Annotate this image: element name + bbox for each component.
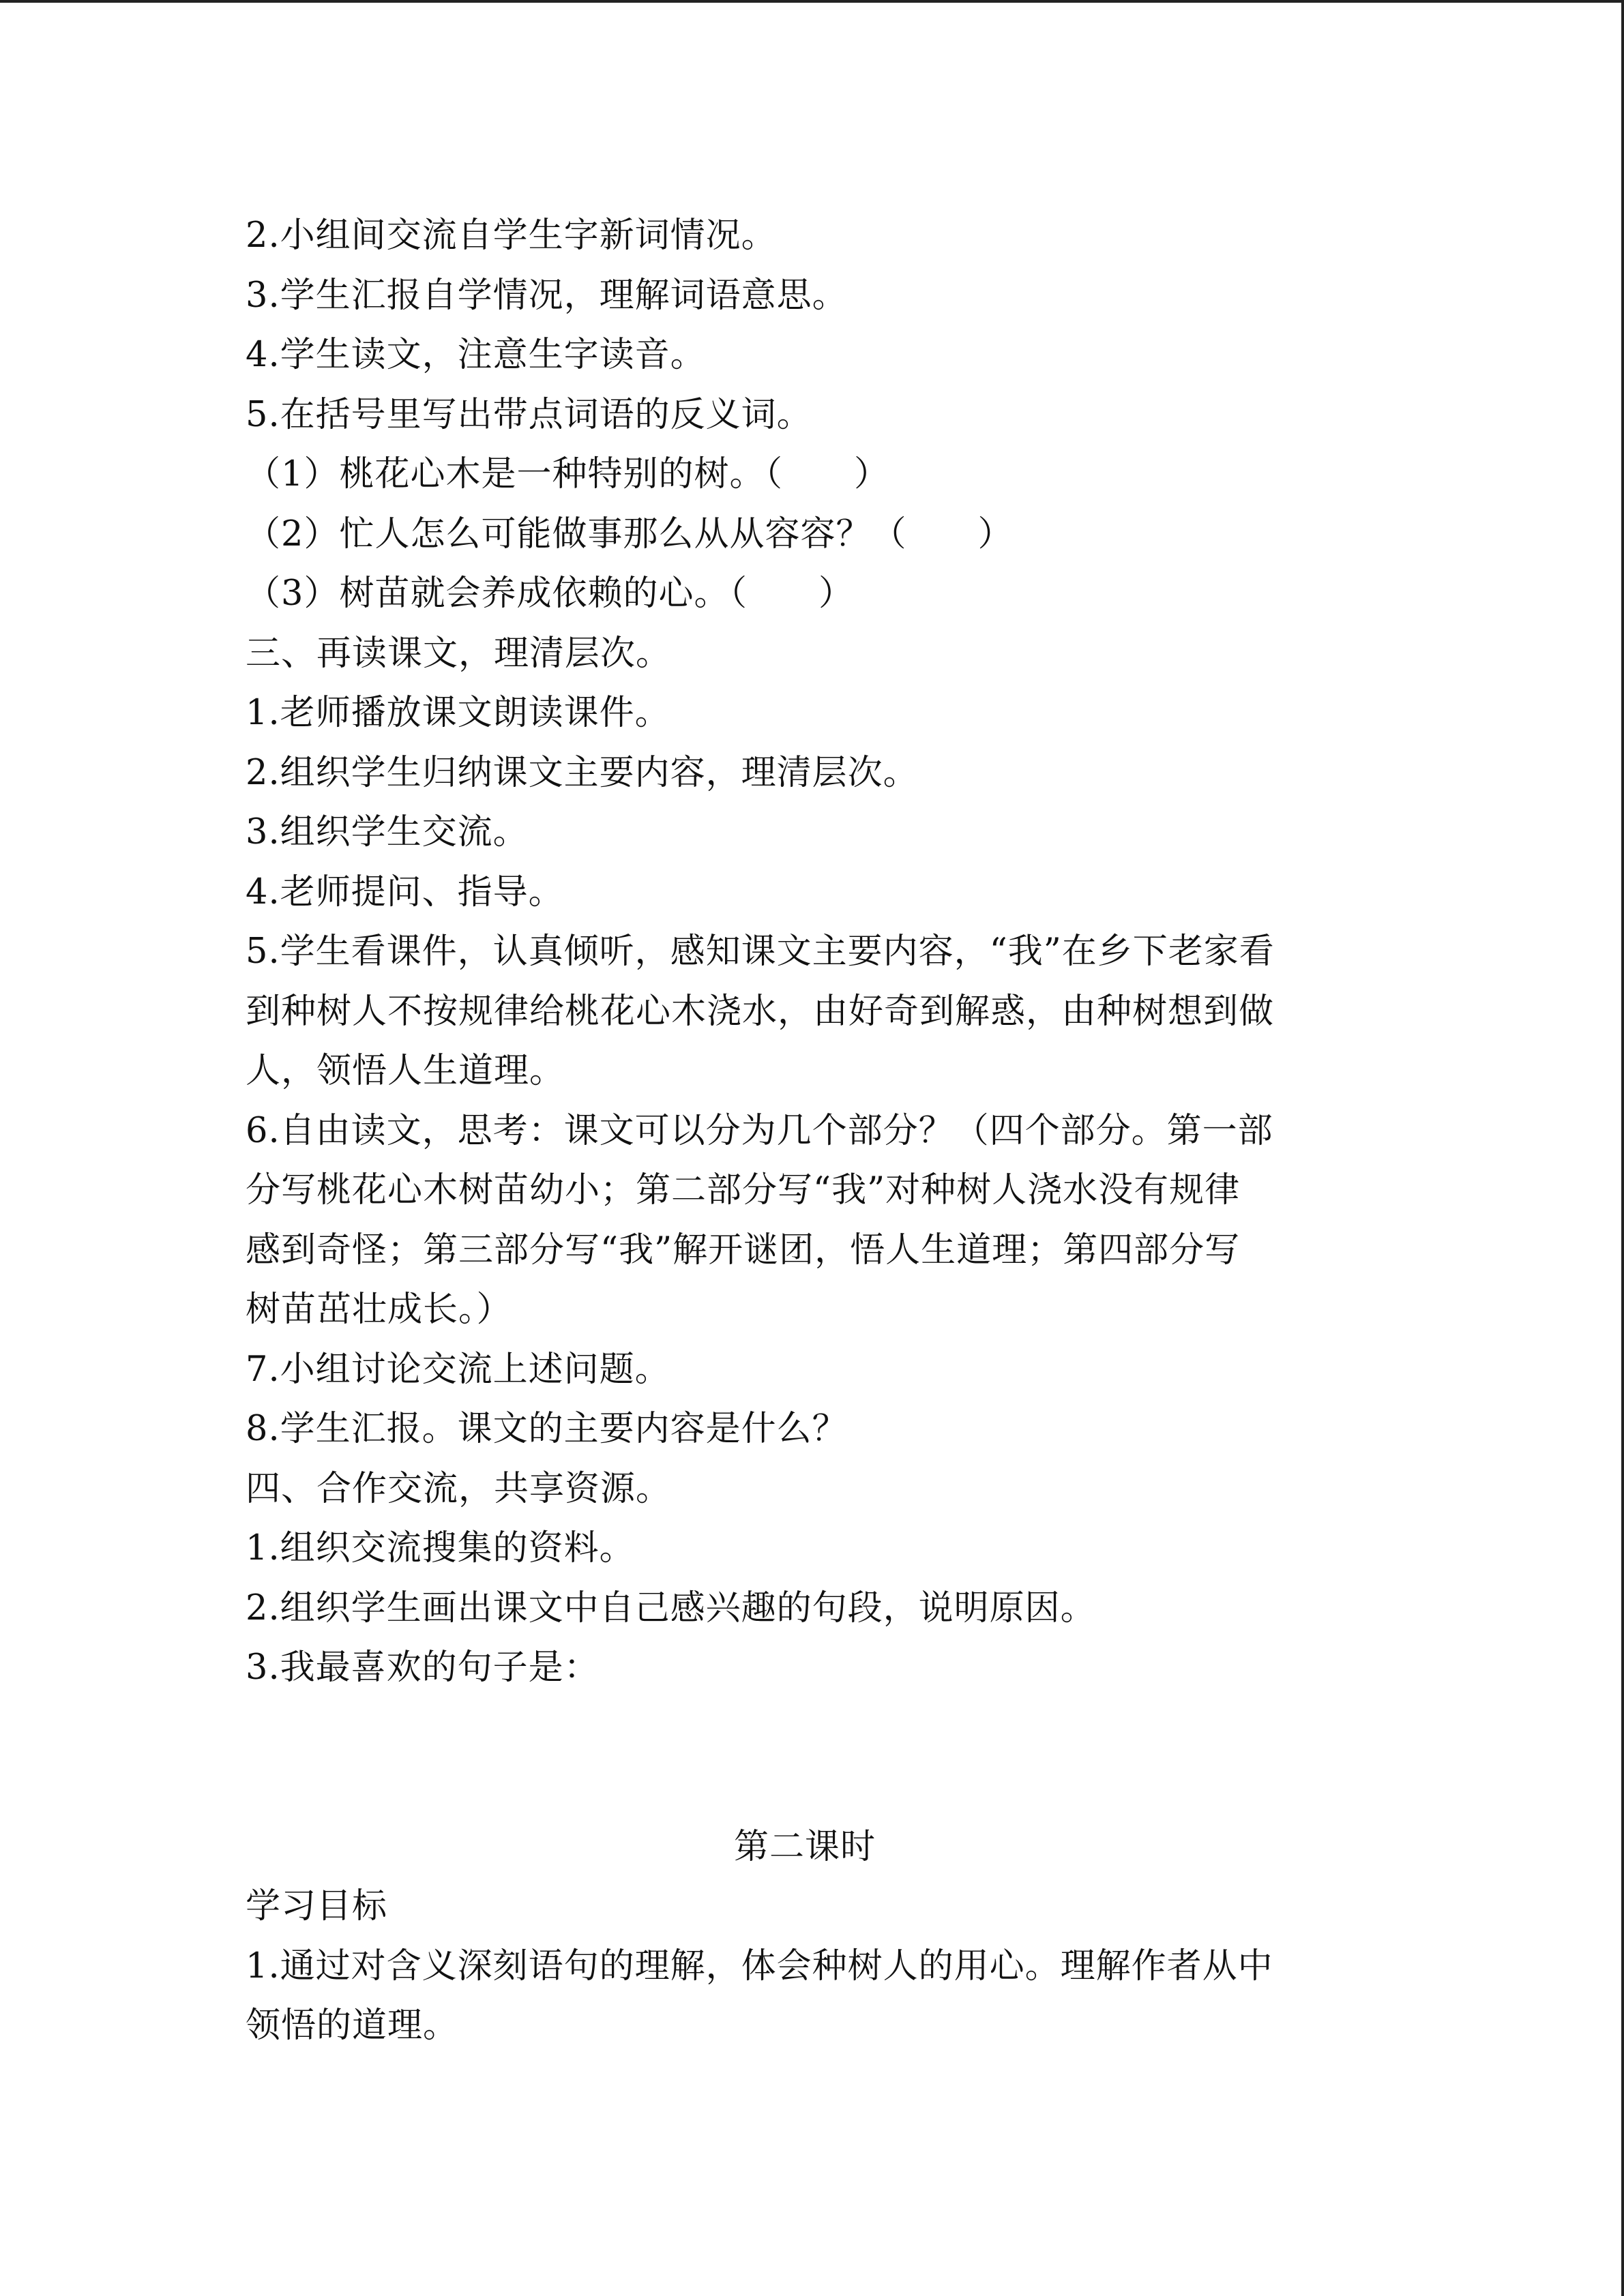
- text-line: 4.学生读文，注意生字读音。: [246, 335, 706, 375]
- text-line: 1.通过对含义深刻语句的理解，体会种树人的用心。理解作者从中: [246, 1945, 1273, 1986]
- text-line: 1.老师播放课文朗读课件。: [246, 693, 670, 733]
- exercise-item: （2）忙人怎么可能做事那么从从容容？（ ）: [246, 513, 1014, 554]
- text-line: 分写桃花心木树苗幼小；第二部分写“我”对种树人浇水没有规律: [246, 1170, 1241, 1210]
- text-line: 树苗茁壮成长。）: [246, 1289, 512, 1330]
- text-line: 3.学生汇报自学情况，理解词语意思。: [246, 275, 848, 316]
- text-line: 3.我最喜欢的句子是：: [246, 1648, 600, 1688]
- text-line: 2.组织学生归纳课文主要内容，理清层次。: [246, 752, 919, 793]
- text-line: 1.组织交流搜集的资料。: [246, 1528, 635, 1568]
- text-line: 2.组织学生画出课文中自己感兴趣的句段，说明原因。: [246, 1587, 1096, 1628]
- text-line: 6.自由读文，思考：课文可以分为几个部分？（四个部分。第一部: [246, 1110, 1273, 1151]
- text-line: 人，领悟人生道理。: [246, 1051, 565, 1091]
- document-body: [246, 206, 1364, 2056]
- text-line: 5.学生看课件，认真倾听，感知课文主要内容，“我”在乡下老家看: [246, 931, 1275, 972]
- exercise-item: （3）树苗就会养成依赖的心。（ ）: [246, 573, 854, 614]
- text-line: 3.组织学生交流。: [246, 812, 529, 852]
- text-line: 2.小组间交流自学生字新词情况。: [246, 215, 777, 256]
- text-line: 5.在括号里写出带点词语的反义词。: [246, 394, 812, 435]
- page-border-right: [1621, 0, 1624, 2296]
- lesson-title: 第二课时: [733, 1826, 876, 1867]
- text-line: 8.学生汇报。课文的主要内容是什么？: [246, 1409, 848, 1449]
- text-line: 感到奇怪；第三部分写“我”解开谜团，悟人生道理；第四部分写: [246, 1229, 1241, 1270]
- goals-heading: 学习目标: [246, 1886, 388, 1926]
- text-line: 到种树人不按规律给桃花心木浇水，由好奇到解惑，由种树想到做: [246, 991, 1275, 1032]
- page-border-top: [0, 0, 1624, 3]
- text-line: 7.小组讨论交流上述问题。: [246, 1349, 670, 1390]
- exercise-item: （1）桃花心木是一种特别的树。（ ）: [246, 454, 889, 494]
- text-line: 领悟的道理。: [246, 2006, 459, 2046]
- section-heading: 四、合作交流，共享资源。: [246, 1468, 672, 1509]
- section-heading: 三、再读课文，理清层次。: [246, 633, 672, 674]
- blank-space: [246, 1698, 1364, 1817]
- text-line: 4.老师提问、指导。: [246, 871, 564, 912]
